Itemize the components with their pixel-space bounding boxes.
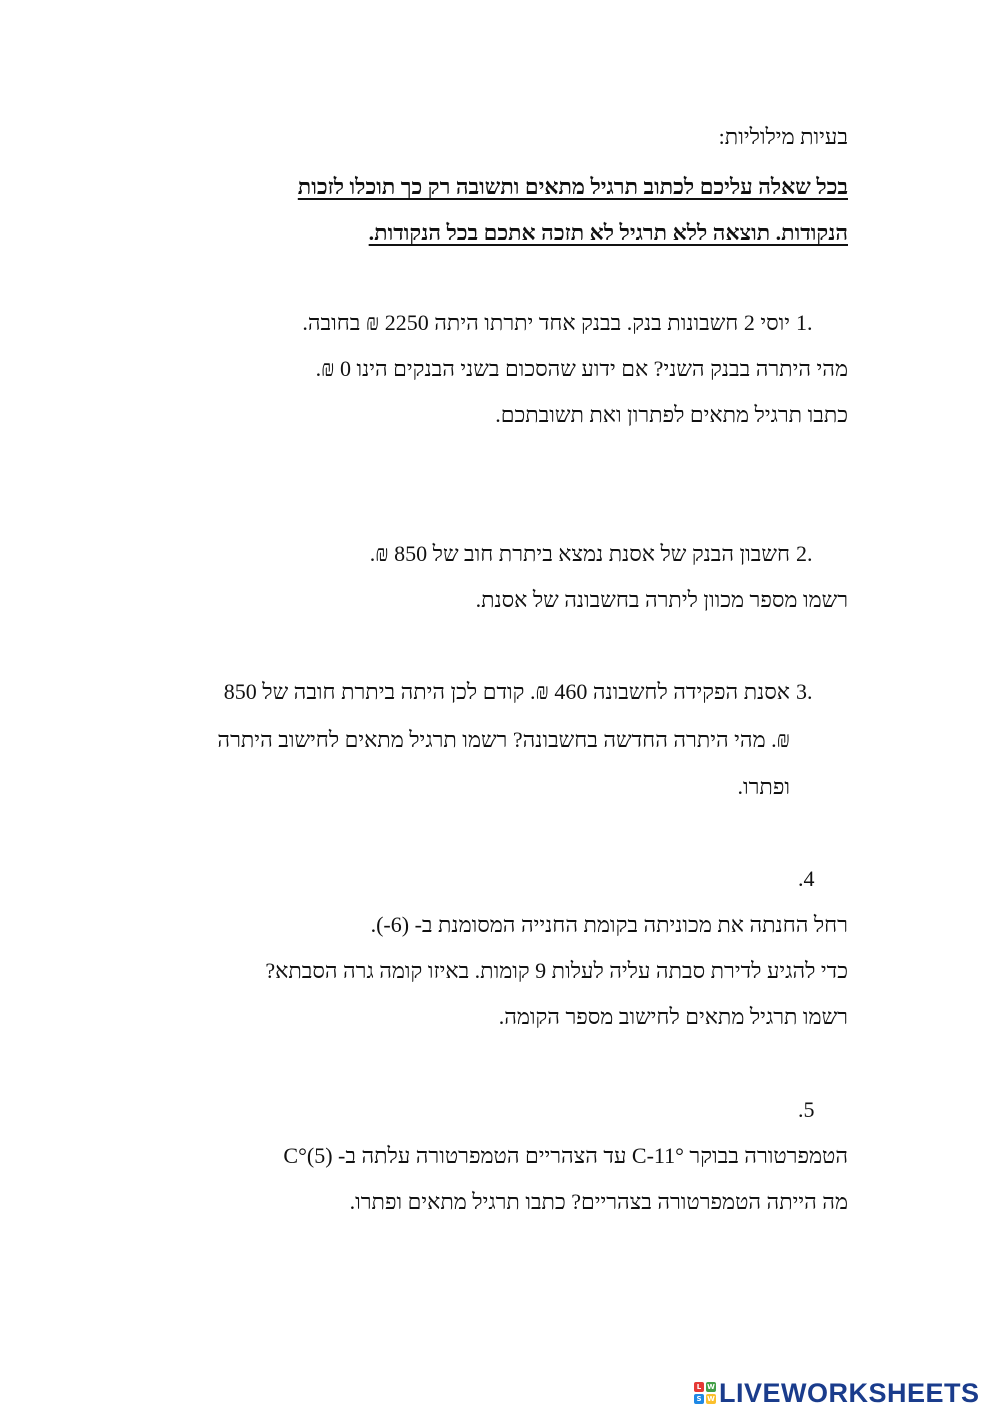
question-5-line-1: הטמפרטורה בבוקר C-11° עד הצהריים הטמפרטורה עלתה ב- C°(5) — [283, 1143, 848, 1168]
logo-square-4: W — [707, 1395, 715, 1403]
question-5-number: .5 — [798, 1097, 815, 1122]
question-5-line-2: מה הייתה הטמפרטורה בצהריים? כתבו תרגיל מתאים ופתרו. — [349, 1189, 848, 1214]
question-3-line-2: ₪. מהי היתרה החדשה בחשבונה? רשמו תרגיל מתאים לחישוב היתרה — [217, 727, 790, 752]
liveworksheets-logo — [694, 1376, 980, 1410]
instructions-line-1: בכל שאלה עליכם לכתוב תרגיל מתאים ותשובה רק כך תוכלו לזכות — [297, 174, 848, 199]
question-2-line-2: רשמו מספר מכוון ליתרה בחשבונה של אסנת. — [475, 587, 848, 612]
instructions-line-2: הנקודות. תוצאה ללא תרגיל לא תזכה אתכם בכל הנקודות. — [368, 220, 848, 245]
question-2-line-1: חשבון הבנק של אסנת נמצא ביתרת חוב של 850 ₪. — [369, 541, 790, 566]
question-1-line-2: מהי היתרה בבנק השני? אם ידוע שהסכום בשני הבנקים הינו 0 ₪. — [315, 356, 848, 381]
question-4-line-3: רשמו תרגיל מתאים לחישוב מספר הקומה. — [498, 1004, 848, 1029]
question-3-number: 3. — [796, 679, 813, 704]
question-4-number: .4 — [798, 866, 815, 891]
question-4-line-2: כדי להגיע לדירת סבתה עליה לעלות 9 קומות. באיזו קומה גרה הסבתא? — [265, 958, 848, 983]
question-3-line-3: ופתרו. — [737, 774, 790, 799]
logo-text: LIVEWORKSHEETS — [719, 1377, 980, 1408]
logo-square-2: W — [707, 1383, 715, 1391]
logo-squares-icon — [694, 1382, 716, 1404]
question-4-line-1: רחל החנתה את מכוניתה בקומת החנייה המסומנת ב- (6-). — [370, 912, 848, 937]
logo-square-3: S — [694, 1394, 704, 1404]
page-title: בעיות מילוליות: — [718, 124, 848, 149]
question-2-number: 2. — [796, 541, 813, 566]
question-3-line-1: אסנת הפקידה לחשבונה 460 ₪. קודם לכן היתה ביתרת חובה של 850 — [223, 679, 790, 704]
question-1-line-1: יוסי 2 חשבונות בנק. בבנק אחד יתרתו היתה 2250 ₪ בחובה. — [302, 310, 790, 335]
question-1-line-3: כתבו תרגיל מתאים לפתרון ואת תשובתכם. — [495, 402, 848, 427]
question-1-number: 1. — [796, 310, 813, 335]
logo-square-1: L — [694, 1382, 704, 1392]
